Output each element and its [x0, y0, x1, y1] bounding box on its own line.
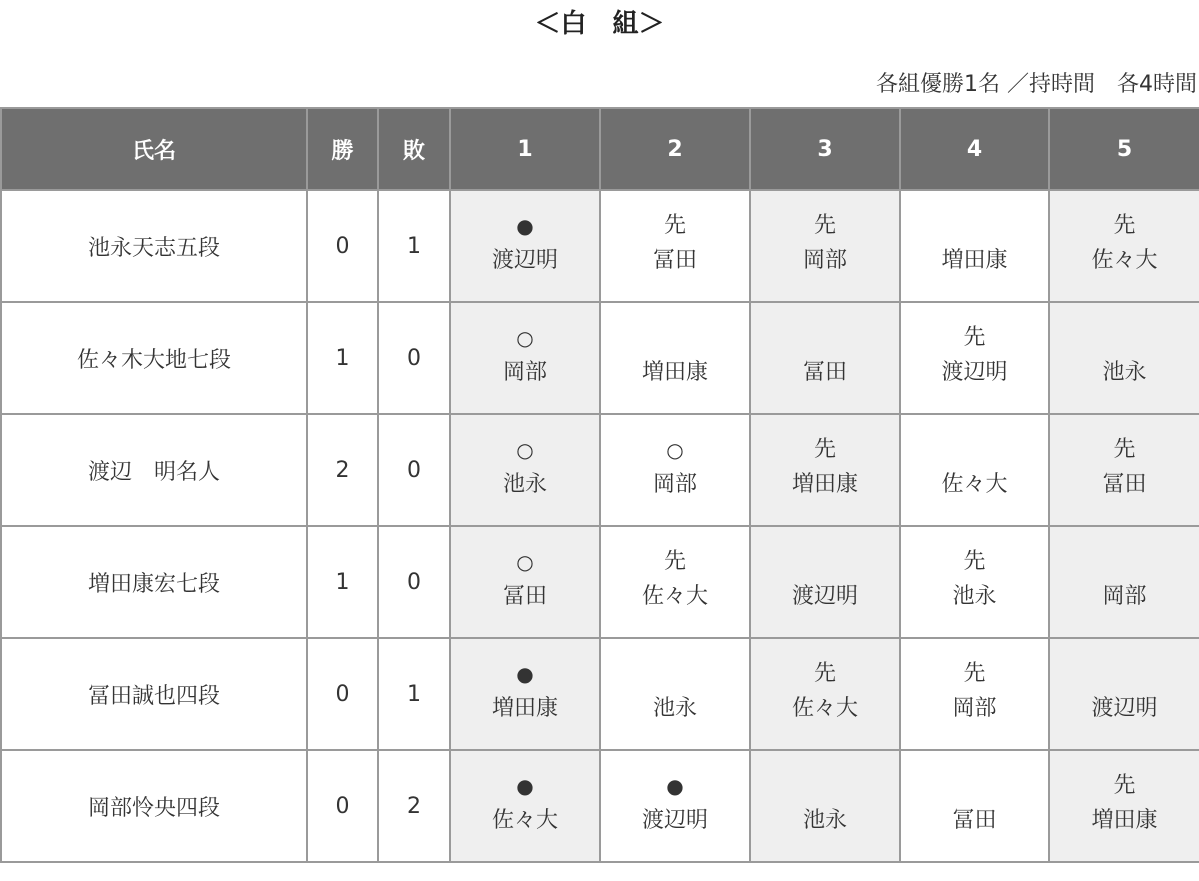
result-mark: ●	[516, 662, 534, 686]
result-mark	[751, 769, 899, 803]
header-losses: 敗	[378, 108, 450, 190]
round-2-cell	[600, 750, 750, 862]
result-mark: 先	[663, 213, 686, 238]
opponent-name: 渡辺明	[1091, 696, 1158, 721]
result-mark: 先	[663, 549, 686, 574]
result-mark: 先	[1113, 773, 1136, 798]
result-mark	[1050, 545, 1199, 579]
round-2-cell	[600, 638, 750, 750]
opponent-name: 増田康	[641, 360, 708, 385]
header-round-5: 5	[1049, 108, 1199, 190]
opponent-name: 冨田	[652, 248, 697, 273]
result-mark: 先	[1113, 437, 1136, 462]
wins-count: 1	[307, 526, 378, 638]
round-4-cell	[900, 638, 1049, 750]
round-5-cell	[1049, 190, 1199, 302]
round-1-cell	[450, 750, 600, 862]
table-row	[1, 190, 1199, 302]
opponent-name: 佐々大	[791, 696, 858, 721]
opponent-name: 佐々大	[941, 472, 1008, 497]
losses-count: 0	[378, 414, 450, 526]
wins-count: 0	[307, 638, 378, 750]
result-mark	[901, 209, 1048, 243]
wins-count: 0	[307, 750, 378, 862]
player-name: 池永天志五段	[1, 190, 307, 302]
round-2-cell	[600, 414, 750, 526]
losses-count: 0	[378, 302, 450, 414]
opponent-name: 池永	[502, 472, 547, 497]
round-1-cell	[450, 302, 600, 414]
header-round-3: 3	[750, 108, 900, 190]
wins-count: 2	[307, 414, 378, 526]
result-mark: 先	[963, 549, 986, 574]
league-body	[1, 190, 1199, 862]
result-mark	[1050, 321, 1199, 355]
round-2-cell	[600, 190, 750, 302]
opponent-name: 池永	[952, 584, 997, 609]
round-5-cell	[1049, 750, 1199, 862]
opponent-name: 増田康	[791, 472, 858, 497]
tournament-note: 各組優勝1名 ／持時間 各4時間	[876, 72, 1197, 97]
result-mark: ●	[666, 774, 684, 798]
result-mark	[751, 321, 899, 355]
opponent-name: 渡辺明	[791, 584, 858, 609]
round-5-cell	[1049, 302, 1199, 414]
opponent-name: 岡部	[1102, 584, 1147, 609]
opponent-name: 増田康	[941, 248, 1008, 273]
result-mark	[901, 769, 1048, 803]
round-5-cell	[1049, 638, 1199, 750]
opponent-name: 佐々大	[641, 584, 708, 609]
header-row	[1, 108, 1199, 190]
header-name: 氏名	[1, 108, 307, 190]
losses-count: 0	[378, 526, 450, 638]
losses-count: 1	[378, 638, 450, 750]
result-mark: ○	[516, 438, 534, 462]
opponent-name: 冨田	[952, 808, 997, 833]
round-4-cell	[900, 750, 1049, 862]
league-table	[0, 107, 1199, 863]
result-mark: 先	[813, 213, 836, 238]
result-mark: 先	[963, 661, 986, 686]
result-mark	[601, 321, 749, 355]
round-4-cell	[900, 414, 1049, 526]
round-3-cell	[750, 302, 900, 414]
result-mark	[901, 433, 1048, 467]
opponent-name: 岡部	[502, 360, 547, 385]
opponent-name: 渡辺明	[941, 360, 1008, 385]
player-name: 増田康宏七段	[1, 526, 307, 638]
result-mark: ○	[666, 438, 684, 462]
opponent-name: 冨田	[802, 360, 847, 385]
table-row	[1, 638, 1199, 750]
round-4-cell	[900, 302, 1049, 414]
header-wins: 勝	[307, 108, 378, 190]
table-row	[1, 414, 1199, 526]
player-name: 渡辺 明名人	[1, 414, 307, 526]
round-2-cell	[600, 526, 750, 638]
opponent-name: 増田康	[491, 696, 558, 721]
result-mark: 先	[963, 325, 986, 350]
opponent-name: 渡辺明	[641, 808, 708, 833]
round-5-cell	[1049, 526, 1199, 638]
table-row	[1, 302, 1199, 414]
round-1-cell	[450, 190, 600, 302]
page-title: ＜白 組＞	[534, 9, 665, 39]
result-mark: 先	[1113, 213, 1136, 238]
opponent-name: 佐々大	[1091, 248, 1158, 273]
round-4-cell	[900, 190, 1049, 302]
opponent-name: 冨田	[1102, 472, 1147, 497]
result-mark: 先	[813, 661, 836, 686]
opponent-name: 岡部	[652, 472, 697, 497]
round-1-cell	[450, 414, 600, 526]
round-5-cell	[1049, 414, 1199, 526]
wins-count: 0	[307, 190, 378, 302]
opponent-name: 冨田	[502, 584, 547, 609]
opponent-name: 池永	[652, 696, 697, 721]
round-3-cell	[750, 414, 900, 526]
result-mark	[751, 545, 899, 579]
table-row	[1, 526, 1199, 638]
result-mark: ●	[516, 214, 534, 238]
result-mark: ○	[516, 550, 534, 574]
table-row	[1, 750, 1199, 862]
opponent-name: 岡部	[802, 248, 847, 273]
opponent-name: 佐々大	[491, 808, 558, 833]
losses-count: 2	[378, 750, 450, 862]
round-1-cell	[450, 526, 600, 638]
player-name: 佐々木大地七段	[1, 302, 307, 414]
header-round-4: 4	[900, 108, 1049, 190]
result-mark	[1050, 657, 1199, 691]
opponent-name: 増田康	[1091, 808, 1158, 833]
opponent-name: 岡部	[952, 696, 997, 721]
round-4-cell	[900, 526, 1049, 638]
round-3-cell	[750, 190, 900, 302]
round-2-cell	[600, 302, 750, 414]
opponent-name: 池永	[802, 808, 847, 833]
opponent-name: 池永	[1102, 360, 1147, 385]
result-mark: ●	[516, 774, 534, 798]
result-mark: 先	[813, 437, 836, 462]
losses-count: 1	[378, 190, 450, 302]
result-mark: ○	[516, 326, 534, 350]
header-round-1: 1	[450, 108, 600, 190]
player-name: 冨田誠也四段	[1, 638, 307, 750]
header-round-2: 2	[600, 108, 750, 190]
round-1-cell	[450, 638, 600, 750]
opponent-name: 渡辺明	[491, 248, 558, 273]
round-3-cell	[750, 638, 900, 750]
player-name: 岡部怜央四段	[1, 750, 307, 862]
round-3-cell	[750, 526, 900, 638]
round-3-cell	[750, 750, 900, 862]
wins-count: 1	[307, 302, 378, 414]
result-mark	[601, 657, 749, 691]
